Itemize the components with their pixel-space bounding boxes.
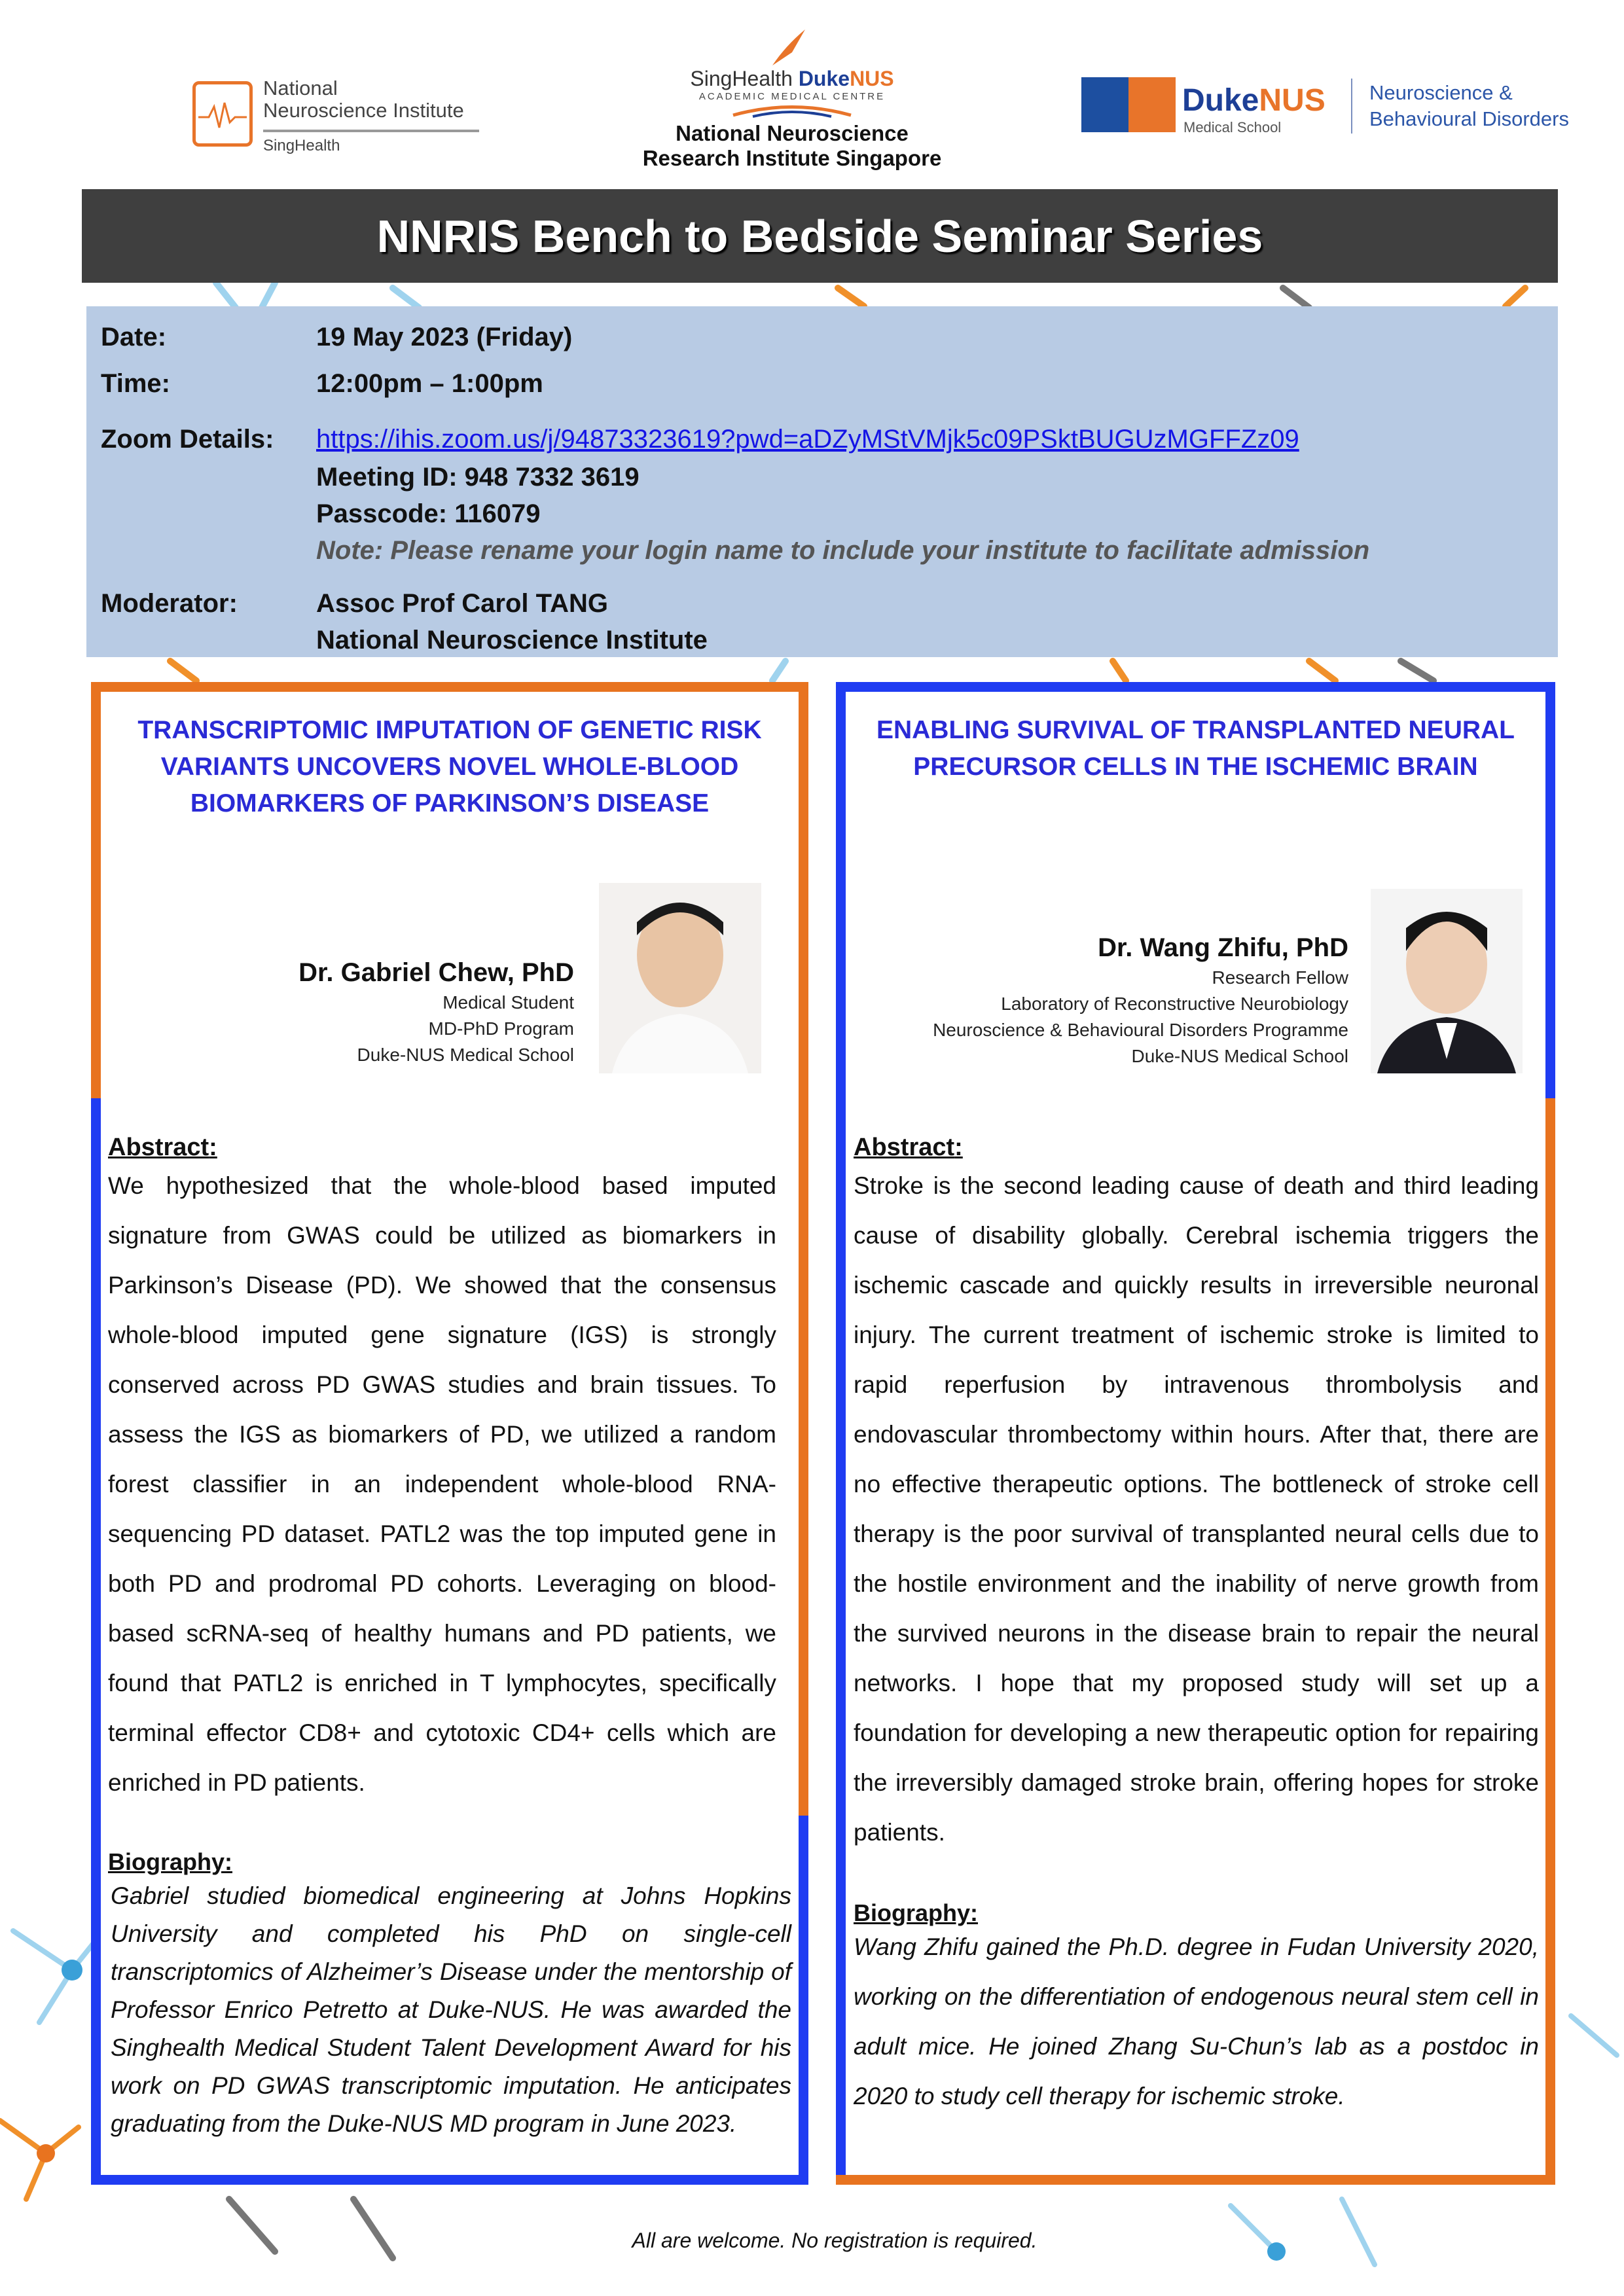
biography-text: Gabriel studied biomedical engineering at Johns Hopkins University and completed his PhD on single-cell transcriptomics of Alzheimer’s Disease under the mentorship of Professor Enrico Petretto at Duke-NUS. He was awarded the Singhealth Medical Student Talent Development Award for his work on PD GWAS transcriptomic imputation. He anticipates graduating from the Duke-NUS MD program in June 2023. xyxy=(111,1882,791,2137)
page-title: NNRIS Bench to Bedside Seminar Series xyxy=(376,210,1263,262)
speaker-info: Dr. Wang Zhifu, PhD Research Fellow Laboratory of Reconstructive Neurobiology Neuroscience & Behavioural Disorders Programme Duke-NUS Medical School xyxy=(838,931,1348,1069)
speaker-photo xyxy=(1371,889,1523,1073)
panel-border xyxy=(836,682,846,2185)
event-date: 19 May 2023 (Friday) xyxy=(316,323,573,351)
arc-icon xyxy=(727,102,857,118)
passcode: Passcode: 116079 xyxy=(316,499,541,528)
event-time: 12:00pm – 1:00pm xyxy=(316,369,543,398)
speaker-photo xyxy=(599,883,761,1073)
footer-note: All are welcome. No registration is required. xyxy=(632,2229,1038,2252)
speaker-name: Dr. Wang Zhifu, PhD xyxy=(1098,933,1348,962)
panel-border xyxy=(1545,1098,1555,2185)
panel-border xyxy=(799,682,808,1816)
panel-border xyxy=(91,1098,101,2185)
nus-crest-icon xyxy=(1128,77,1176,132)
nnris-logo: SingHealth DukeNUS ACADEMIC MEDICAL CENTRE National Neuroscience Research Institute Singapore xyxy=(628,26,956,183)
panel-border xyxy=(91,682,808,692)
zoom-note: Note: Please rename your login name to include your institute to facilitate admission xyxy=(316,536,1370,565)
moderator-institute: National Neuroscience Institute xyxy=(316,626,708,655)
panel-border xyxy=(1545,682,1555,1098)
panel-border xyxy=(91,2175,808,2185)
panel-border xyxy=(836,2175,1555,2185)
talk-title: ENABLING SURVIVAL OF TRANSPLANTED NEURAL PRECURSOR CELLS IN THE ISCHEMIC BRAIN xyxy=(876,716,1515,781)
abstract-heading: Abstract xyxy=(108,1134,209,1161)
title-banner xyxy=(82,189,1558,283)
talk-panel-2: ENABLING SURVIVAL OF TRANSPLANTED NEURAL PRECURSOR CELLS IN THE ISCHEMIC BRAIN Dr. Wang Zhifu, PhD Research Fellow Laboratory of Reconstructive Neurobiology Neuroscience & Behavioural Disorders Programme Duke-NUS Medical School Abstract: Stroke is the second leading cause of death and third leading cause of disability globally. Cerebral ischemia triggers the ischemic cascade and quickly results in irreversible neuronal injury. The current treatment of ischemic stroke is limited to rapid reperfusion by intravenous thrombolysis and endovascular thrombectomy within hours. After that, there are no effective therapeutic options. The bottleneck of stroke cell therapy is the poor survival of transplanted neural cells due to the hostile environment and the inability of nerve growth from the survived neurons in the disease brain to repair the neural networks. I hope that my proposed study will set up a foundation for developing a new therapeutic option for repairing the irreversibly damaged stroke brain, offering hopes for stroke patients. Biography: Wang Zhifu gained the Ph.D. degree in Fudan University 2020, working on the differentiation of endogenous neural stem cell in adult mice. He joined Zhang Su-Chun’s lab as a postdoc in 2020 to study cell therapy for ischemic stroke. xyxy=(836,682,1555,2185)
speaker-info: Dr. Gabriel Chew, PhD Medical Student MD-PhD Program Duke-NUS Medical School xyxy=(116,956,574,1068)
nni-logo: National Neuroscience Institute SingHealth xyxy=(190,77,484,156)
panel-border xyxy=(91,682,101,1098)
talk-panel-1: TRANSCRIPTOMIC IMPUTATION OF GENETIC RISK VARIANTS UNCOVERS NOVEL WHOLE-BLOOD BIOMARKERS OF PARKINSON’S DISEASE Dr. Gabriel Chew, PhD Medical Student MD-PhD Program Duke-NUS Medical School Abstract: We hypothesized that the whole-blood based imputed signature from GWAS could be utilized as biomarkers in Parkinson’s Disease (PD). We showed that the consensus whole-blood imputed gene signature (IGS) is strongly conserved across PD GWAS studies and brain tissues. To assess the IGS as biomarkers of PD, we utilized a random forest classifier in an independent whole-blood RNA-sequencing PD dataset. PATL2 was the top imputed gene in both PD and prodromal PD cohorts. Leveraging on blood-based scRNA-seq of healthy humans and PD patients, we found that PATL2 is enriched in T lymphocytes, specifically terminal effector CD8+ and cytotoxic CD4+ cells which are enriched in PD patients. Biography: Gabriel studied biomedical engineering at Johns Hopkins University and completed his PhD on single-cell transcriptomics of Alzheimer’s Disease under the mentorship of Professor Enrico Petretto at Duke-NUS. He was awarded the Singhealth Medical Student Talent Development Award for his work on PD GWAS transcriptomic imputation. He anticipates graduating from the Duke-NUS MD program in June 2023. xyxy=(91,682,808,2185)
biography-heading: Biography: xyxy=(108,1848,233,1875)
pulse-icon xyxy=(192,81,253,147)
moderator-name: Assoc Prof Carol TANG xyxy=(316,589,608,618)
abstract-text: Stroke is the second leading cause of death and third leading cause of disability globally. Cerebral ischemia triggers the ischemic cascade and quickly results in irreversible neuronal injury. The current treatment of ischemic stroke is limited to rapid reperfusion by intravenous thrombolysis and endovascular thrombectomy within hours. After that, there are no effective therapeutic options. The bottleneck of stroke cell therapy is the poor survival of transplanted neural cells due to the hostile environment and the inability of nerve growth from the survived neurons in the disease brain to repair the neural networks. I hope that my proposed study will set up a foundation for developing a new therapeutic option for repairing the irreversibly damaged stroke brain, offering hopes for stroke patients. xyxy=(854,1172,1539,1846)
swoosh-icon xyxy=(759,26,812,72)
abstract-heading: Abstract xyxy=(854,1134,955,1161)
zoom-link[interactable]: https://ihis.zoom.us/j/94873323619?pwd=aDZyMStVMjk5c09PSktBUGUzMGFFZz09 xyxy=(316,425,1299,454)
biography-heading: Biography: xyxy=(854,1899,979,1926)
duke-shield-icon xyxy=(1081,77,1128,132)
panel-border xyxy=(799,1816,808,2185)
talk-title: TRANSCRIPTOMIC IMPUTATION OF GENETIC RISK VARIANTS UNCOVERS NOVEL WHOLE-BLOOD BIOMARKERS OF PARKINSON’S DISEASE xyxy=(137,716,762,817)
logo-divider xyxy=(1351,79,1352,134)
meeting-id: Meeting ID: 948 7332 3619 xyxy=(316,463,640,492)
panel-border xyxy=(836,682,1555,692)
abstract-text: We hypothesized that the whole-blood based imputed signature from GWAS could be utilized as biomarkers in Parkinson’s Disease (PD). We showed that the consensus whole-blood imputed gene signature (IGS) is strongly conserved across PD GWAS studies and brain tissues. To assess the IGS as biomarkers of PD, we utilized a random forest classifier in an independent whole-blood RNA-sequencing PD dataset. PATL2 was the top imputed gene in both PD and prodromal PD cohorts. Leveraging on blood-based scRNA-seq of healthy humans and PD patients, we found that PATL2 is enriched in T lymphocytes, specifically terminal effector CD8+ and cytotoxic CD4+ cells which are enriched in PD patients. xyxy=(108,1172,776,1796)
logo-divider xyxy=(263,130,479,132)
biography-text: Wang Zhifu gained the Ph.D. degree in Fudan University 2020, working on the differentiation of endogenous neural stem cell in adult mice. He joined Zhang Su-Chun’s lab as a postdoc in 2020 to study cell therapy for ischemic stroke. xyxy=(854,1933,1539,2109)
event-details: Date: 19 May 2023 (Friday) Time: 12:00pm – 1:00pm Zoom Details: https://ihis.zoom.us/j/94873323619?pwd=aDZyMStVMjk5c09PSktBUGUzMGFFZz09 Meeting ID: 948 7332 3619 Passcode: 116079 Note: Please rename your login name to include your institute to facilitate admission Moderator: Assoc Prof Carol TANG National Neuroscience Institute xyxy=(86,306,1558,657)
speaker-name: Dr. Gabriel Chew, PhD xyxy=(298,958,574,987)
duke-nus-logo: DukeNUS Medical School Neuroscience & Behavioural Disorders xyxy=(1081,77,1579,143)
